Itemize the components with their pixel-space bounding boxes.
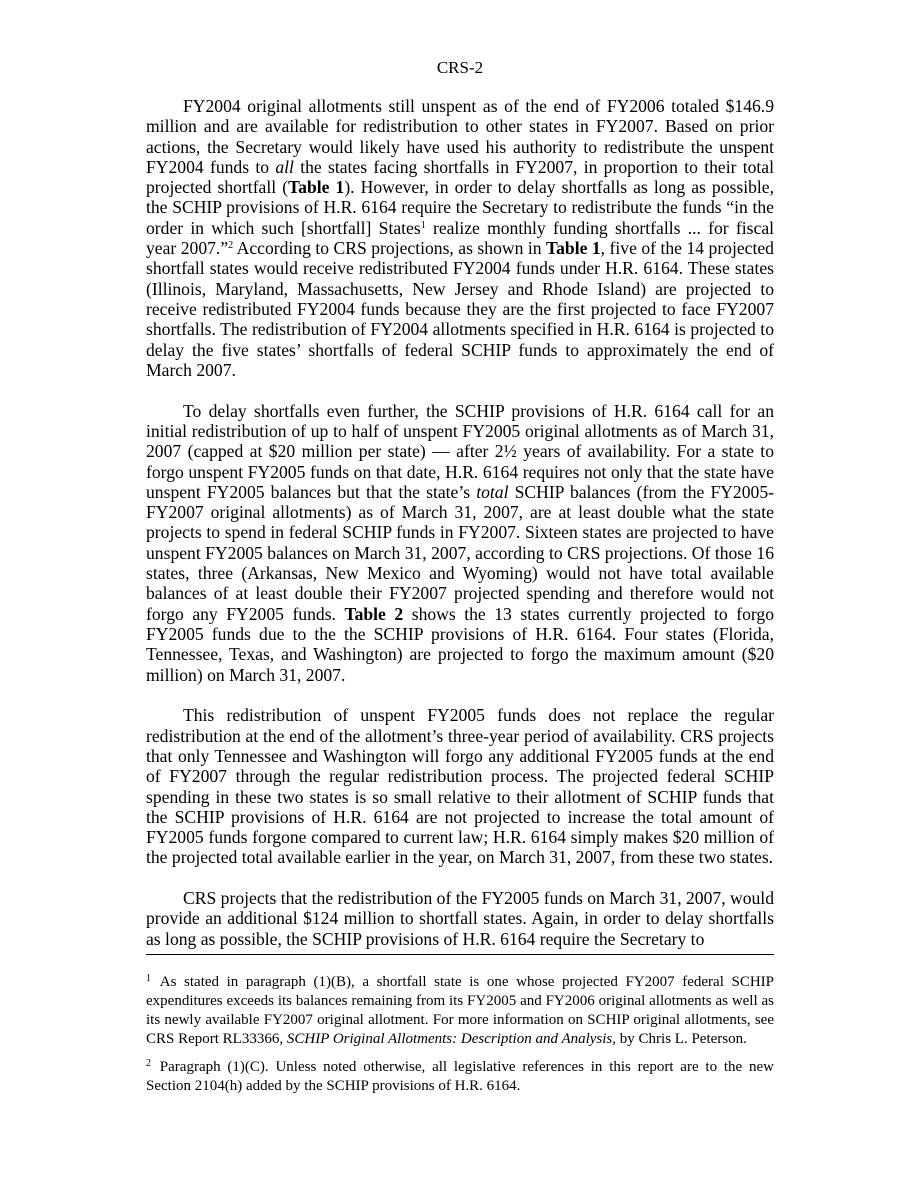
footnote-mark-2: 2	[146, 1058, 151, 1069]
footnote-mark-1: 1	[146, 973, 151, 984]
paragraph-regular-redistribution: This redistribution of unspent FY2005 funds does not replace the regular redistribution at the end of the allotment’s three-year period of availability. CRS projects that only Tennessee and Washington will forgo any additional FY2005 funds at the end of FY2007 through the regular redistribution process. The projected federal SCHIP spending in these two states is so small relative to their allotment of SCHIP funds that the SCHIP provisions of H.R. 6164 are not projected to increase the total amount of FY2005 funds forgone compared to current law; H.R. 6164 simply makes $20 million of the projected total available earlier in the year, on March 31, 2007, from these two states.	[146, 705, 774, 868]
report-title: SCHIP Original Allotments: Description and Analysis	[286, 1031, 613, 1047]
table-1-reference: Table 1	[288, 177, 345, 198]
table-2-reference: Table 2	[344, 603, 404, 624]
footnote-ref-2[interactable]: 2	[228, 240, 234, 252]
page-number-header: CRS-2	[436, 58, 484, 77]
body-text	[146, 96, 774, 970]
paragraph-fy2005-initial-redistribution: To delay shortfalls even further, the SCHIP provisions of H.R. 6164 call for an initial redistribution of up to half of unspent FY2005 original allotments as of March 31, 2007 (capped at $20 million per state) — after 2½ years of availability. For a state to forgo unspent FY2005 funds on that date, H.R. 6164 requires not only that the state have unspent FY2005 balances but that the state’s total SCHIP balances (from the FY2005-FY2007 original allotments) as of March 31, 2007, are at least double what the state projects to spend in federal SCHIP funds in FY2007. Sixteen states are projected to have unspent FY2005 balances on March 31, 2007, according to CRS projections. Of those 16 states, three (Arkansas, New Mexico and Wyoming) would not have total available balances of at least double their FY2007 projected spending and therefore would not forgo any FY2005 funds. Table 2 shows the 13 states currently projected to forgo FY2005 funds due to the the SCHIP provisions of H.R. 6164. Four states (Florida, Tennessee, Texas, and Washington) are projected to forgo the maximum amount ($20 million) on March 31, 2007.	[146, 400, 774, 685]
footnote-ref-1[interactable]: 1	[420, 219, 426, 231]
footnotes	[146, 973, 774, 1105]
emphasis-all: all	[275, 156, 294, 177]
footnote-divider	[146, 954, 774, 955]
footnote-1: $^1$ As stated in paragraph (1)(B), a shortfall state is one whose projected FY2007 federal SCHIP expenditures exceeds its balances remaining from its FY2005 and FY2006 original allotments as well as its newly available FY2007 original allotment. For more information on SCHIP original allotments, see CRS Report RL33366, SCHIP Original Allotments: Description and Analysis, by Chris L. Peterson.	[146, 973, 774, 1047]
paragraph-fy2004-redistribution: FY2004 original allotments still unspent as of the end of FY2006 totaled $146.9 million and are available for redistribution to other states in FY2007. Based on prior actions, the Secretary would likely have used his authority to redistribute the unspent FY2004 funds to all the states facing shortfalls in FY2007, in proportion to their total projected shortfall (Table 1). However, in order to delay shortfalls as long as possible, the SCHIP provisions of H.R. 6164 require the Secretary to redistribute the funds “in the order in which such [shortfall] States$^1$ realize monthly funding shortfalls ... for fiscal year 2007.”$^2$ According to CRS projections, as shown in Table 1, five of the 14 projected shortfall states would receive redistributed FY2004 funds under H.R. 6164. These states (Illinois, Maryland, Massachusetts, New Jersey and Rhode Island) are projected to receive redistributed FY2004 funds because they are the first projected to face FY2007 shortfalls. The redistribution of FY2004 allotments specified in H.R. 6164 is projected to delay the five states’ shortfalls of federal SCHIP funds to approximately the end of March 2007.	[146, 96, 775, 380]
emphasis-total: total	[476, 481, 509, 502]
table-1-reference: Table 1	[546, 238, 601, 259]
paragraph-additional-funds: CRS projects that the redistribution of the FY2005 funds on March 31, 2007, would provide an additional $124 million to shortfall states. Again, in order to delay shortfalls as long as possible, the SCHIP provisions of H.R. 6164 require the Secretary to	[146, 888, 774, 949]
footnote-2: $^2$ Paragraph (1)(C). Unless noted otherwise, all legislative references in this report are to the new Section 2104(h) added by the SCHIP provisions of H.R. 6164.	[146, 1058, 774, 1094]
